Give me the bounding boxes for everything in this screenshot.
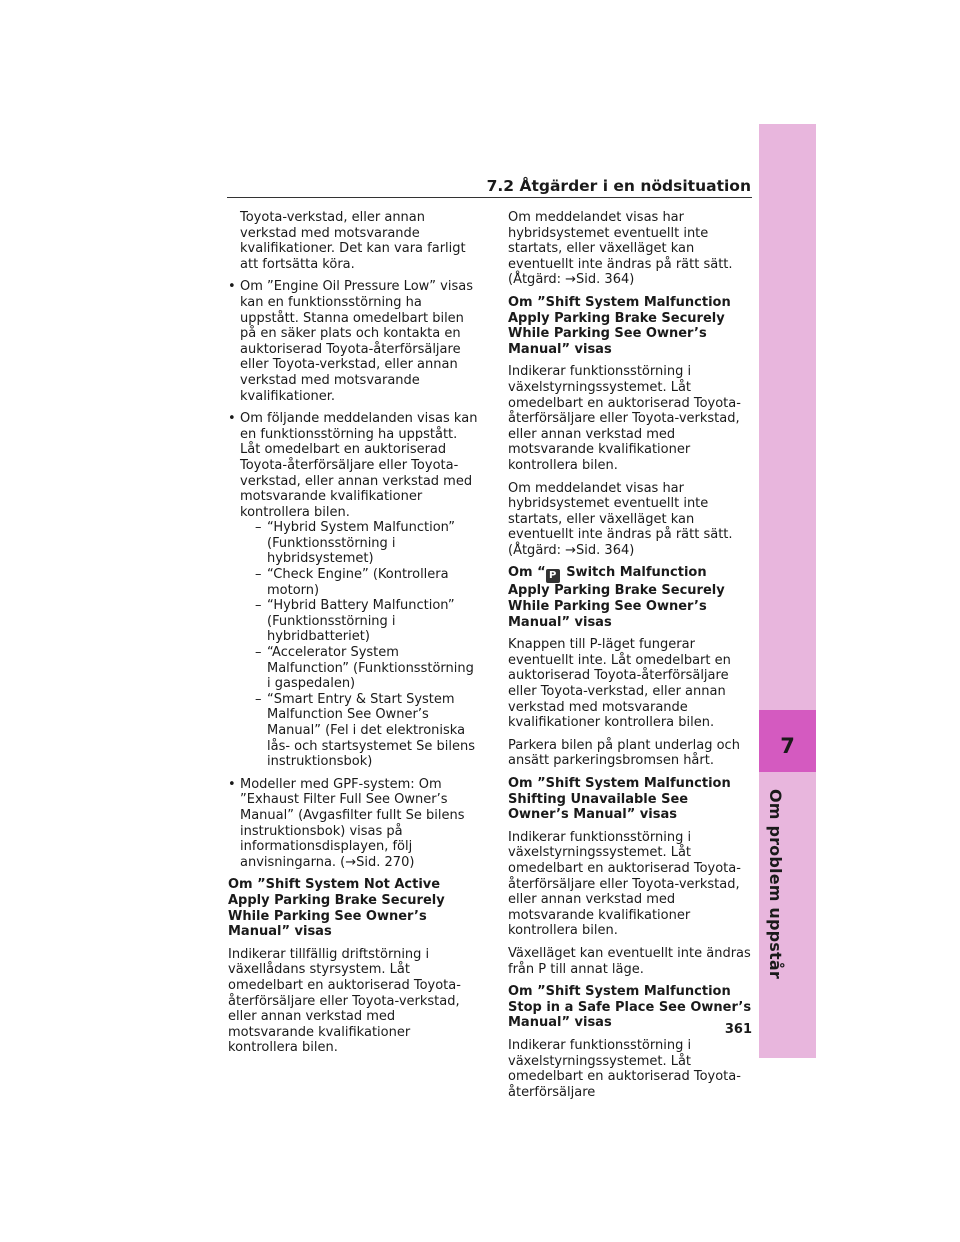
paragraph: Om meddelandet visas har hybridsystemet eventuellt inte startats, eller växelläget kan eventuellt inte ändras på rätt sätt. (Åtgärd: →Sid. 364) bbox=[508, 210, 733, 288]
paragraph: Indikerar funktionsstörning i växelstyrningssystemet. Låt omedelbart en auktoriserad Toyota-återförsäljare eller Toyota-verkstad, eller annan verkstad med motsvarande kvalifikationer kontrollera bilen. bbox=[508, 829, 741, 939]
bullet-text: Om följande meddelanden visas kan en funktionsstörning ha uppstått. Låt omedelbart en auktoriserad Toyota-återförsäljare eller Toyota-verkstad, eller annan verkstad med motsvarande kvalifikationer kontrollera bilen. bbox=[240, 411, 478, 520]
page-number: 361 bbox=[724, 1022, 752, 1037]
chapter-number: 7 bbox=[780, 734, 795, 758]
sub-item: – “Hybrid System Malfunction” (Funktionsstörning i hybridsystemet) bbox=[240, 520, 480, 567]
heading-text: Switch Malfunction Apply Parking Brake Securely While Parking See Owner’s Manual” visas bbox=[508, 565, 725, 630]
bullet-item: • Om ”Engine Oil Pressure Low” visas kan en funktionsstörning ha uppstått. Stanna omedelbart bilen på en säker plats och kontakta en auktoriserad Toyota-återförsäljare eller Toyota-verkstad, eller annan verkstad med motsvarande kvalifikationer. bbox=[228, 279, 480, 404]
section-heading: Om ”Shift System Malfunction Apply Parking Brake Securely While Parking See Owner’s Manual” visas bbox=[508, 294, 731, 357]
paragraph: Indikerar funktionsstörning i växelstyrningssystemet. Låt omedelbart en auktoriserad Toyota-återförsäljare eller Toyota-verkstad, eller annan verkstad med motsvarande kvalifikationer kontrollera bilen. bbox=[508, 364, 741, 473]
left-column bbox=[228, 210, 480, 1063]
paragraph: Knappen till P-läget fungerar eventuellt inte. Låt omedelbart en auktoriserad Toyota-återförsäljare eller Toyota-verkstad, eller annan verkstad med motsvarande kvalifikationer kontrollera bilen. bbox=[508, 637, 731, 731]
sub-item: – “Check Engine” (Kontrollera motorn) bbox=[240, 567, 480, 598]
paragraph: Toyota-verkstad, eller annan verkstad med motsvarande kvalifikationer. Det kan vara farligt att fortsätta köra. bbox=[240, 210, 466, 272]
sub-item: – “Accelerator System Malfunction” (Funktionsstörning i gaspedalen) bbox=[240, 645, 480, 692]
paragraph: Parkera bilen på plant underlag och ansätt parkeringsbromsen hårt. bbox=[508, 737, 740, 769]
section-header: 7.2 Åtgärder i en nödsituation bbox=[486, 177, 751, 195]
paragraph: Indikerar tillfällig driftstörning i växellådans styrsystem. Låt omedelbart en auktoriserad Toyota-återförsäljare eller Toyota-verkstad, eller annan verkstad med motsvarande kvalifikationer kontrollera bilen. bbox=[228, 946, 461, 1056]
section-heading: Om ”Shift System Not Active Apply Parking Brake Securely While Parking See Owner’s Manual” visas bbox=[228, 877, 445, 940]
section-heading: Om ”Shift System Malfunction Stop in a Safe Place See Owner’s Manual” visas bbox=[508, 984, 752, 1031]
paragraph: Växelläget kan eventuellt inte ändras från P till annat läge. bbox=[508, 945, 751, 977]
sub-item: – “Hybrid Battery Malfunction” (Funktionsstörning i hybridbatteriet) bbox=[240, 598, 480, 645]
sub-item: – “Smart Entry & Start System Malfunction See Owner’s Manual” (Fel i det elektroniska lås- och startsystemet Se bilens instruktionsbok) bbox=[240, 692, 480, 770]
section-heading bbox=[508, 565, 752, 630]
heading-prefix: Om “ bbox=[508, 565, 546, 581]
right-column bbox=[508, 210, 752, 1107]
paragraph: Indikerar funktionsstörning i växelstyrningssystemet. Låt omedelbart en auktoriserad Toyota-återförsäljare bbox=[508, 1037, 741, 1100]
parking-icon: P bbox=[546, 569, 560, 583]
chapter-sidebar bbox=[759, 124, 816, 1058]
paragraph: Om meddelandet visas har hybridsystemet eventuellt inte startats, eller växelläget kan eventuellt inte ändras på rätt sätt. (Åtgärd: →Sid. 364) bbox=[508, 480, 733, 558]
header-divider bbox=[227, 197, 752, 198]
chapter-title: Om problem uppstår bbox=[766, 789, 785, 979]
sub-list bbox=[240, 520, 480, 770]
bullet-item bbox=[228, 411, 480, 770]
section-heading: Om ”Shift System Malfunction Shifting Unavailable See Owner’s Manual” visas bbox=[508, 776, 731, 823]
bullet-item: • Modeller med GPF-system: Om ”Exhaust Filter Full See Owner’s Manual” (Avgasfilter fullt Se bilens instruktionsbok) visas på informationsdisplayen, följ anvisningarna. (→Sid. 270) bbox=[228, 777, 480, 871]
